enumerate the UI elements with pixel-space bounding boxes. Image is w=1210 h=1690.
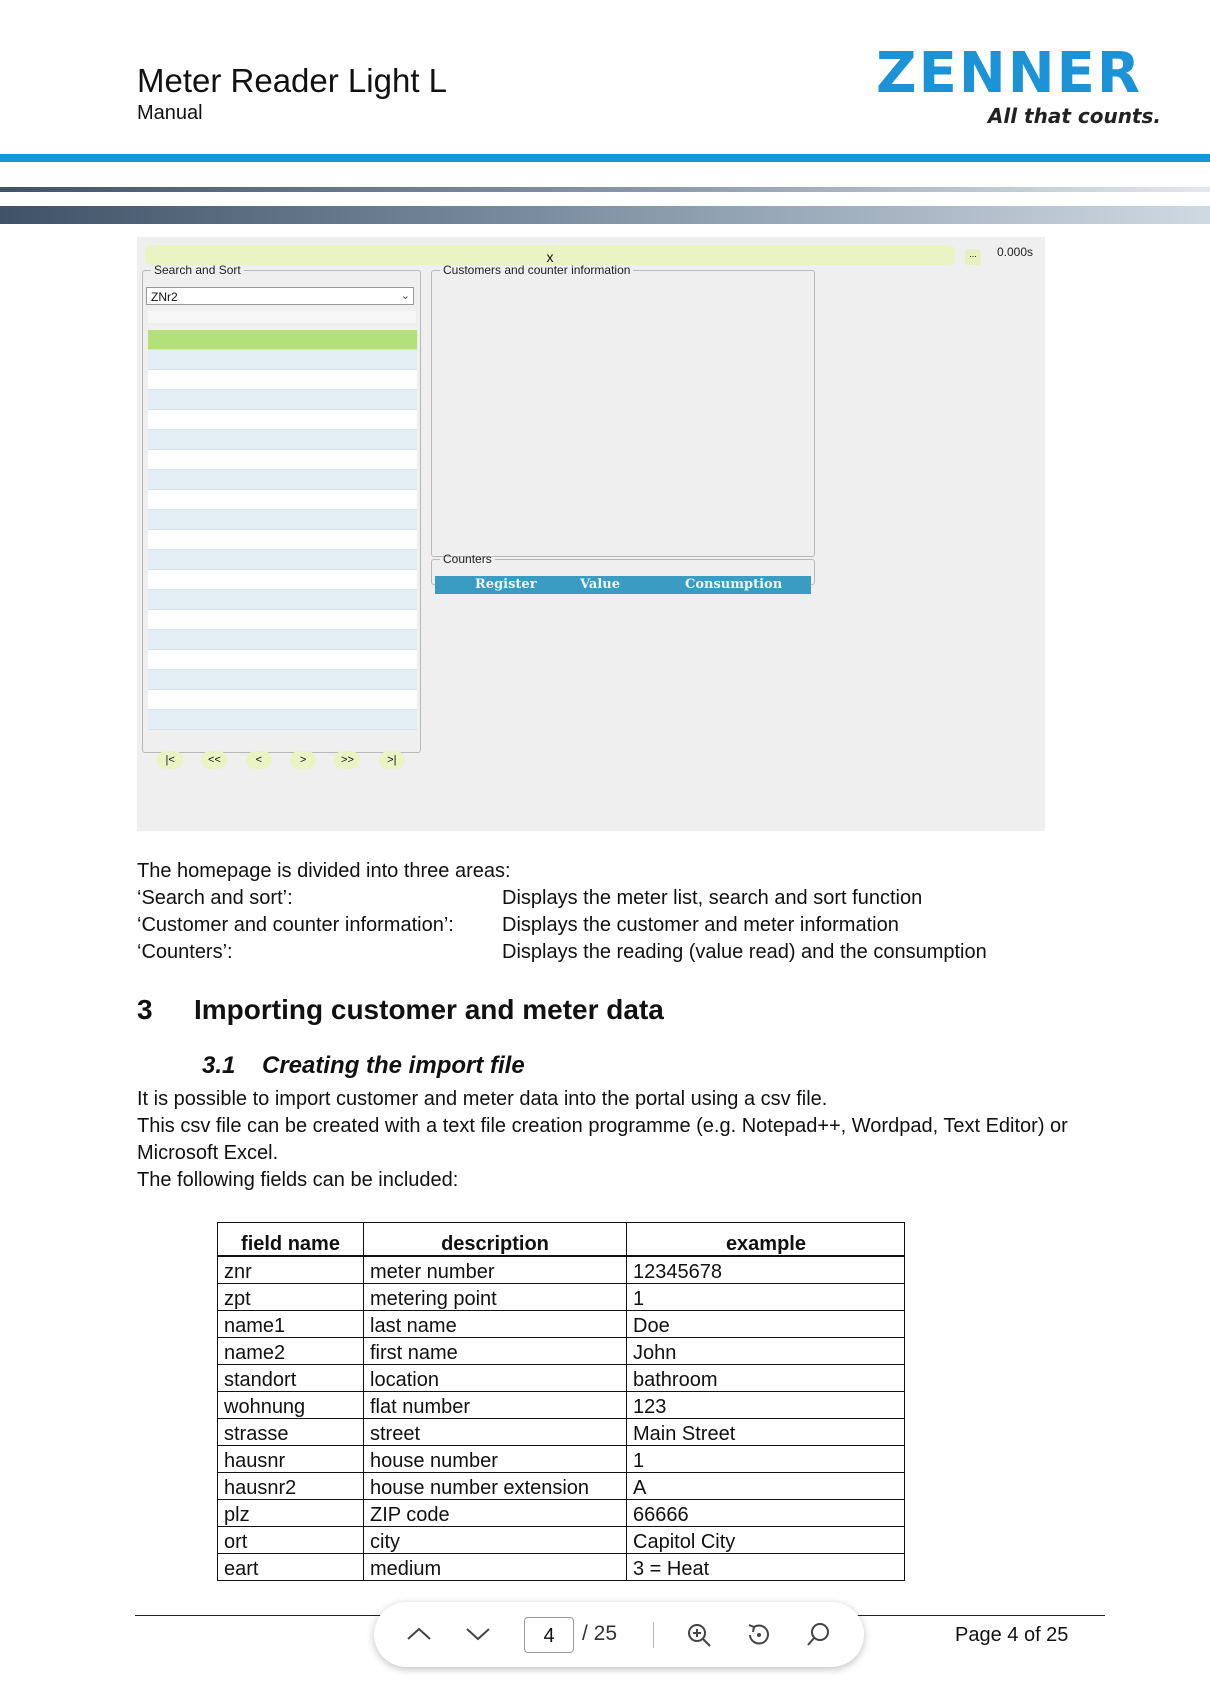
next-block-button[interactable]: >> [334, 751, 360, 769]
list-item[interactable] [148, 370, 417, 390]
paragraph: This csv file can be created with a text file creation programme (e.g. Notepad++, Wordpad, Text Editor) or [137, 1115, 1068, 1137]
section-heading [137, 994, 664, 1026]
zoom-in-icon[interactable] [685, 1622, 715, 1646]
list-item[interactable] [148, 610, 417, 630]
intro-text: The homepage is divided into three areas: [137, 860, 511, 882]
counters-header [435, 576, 811, 594]
area-name: ‘Search and sort’: [137, 887, 293, 909]
chevron-up-icon[interactable] [404, 1622, 434, 1646]
chevron-down-icon[interactable] [463, 1622, 493, 1646]
cell-example: A [627, 1473, 905, 1500]
cell-example: 12345678 [627, 1256, 905, 1284]
area-desc: Displays the customer and meter information [502, 914, 899, 936]
cell-description: location [364, 1365, 627, 1392]
subsection-number: 3.1 [202, 1052, 236, 1079]
customer-info-group [431, 263, 815, 557]
cell-example: 66666 [627, 1500, 905, 1527]
header-rule-gradient [0, 206, 1210, 224]
header-rule-blue [0, 154, 1210, 162]
more-button[interactable]: ... [965, 249, 981, 265]
area-name: ‘Customer and counter information’: [137, 914, 454, 936]
rotate-icon[interactable] [744, 1622, 774, 1646]
cell-field-name: eart [218, 1554, 364, 1581]
area-desc: Displays the meter list, search and sort function [502, 887, 923, 909]
cell-description: street [364, 1419, 627, 1446]
column-value[interactable]: Value [580, 577, 620, 592]
list-item[interactable] [148, 490, 417, 510]
cell-field-name: plz [218, 1500, 364, 1527]
table-row [218, 1473, 905, 1500]
cell-example: 1 [627, 1446, 905, 1473]
document-title: Meter Reader Light L [137, 62, 448, 99]
list-item[interactable] [148, 670, 417, 690]
list-item[interactable] [148, 550, 417, 570]
import-fields-table [217, 1222, 905, 1581]
table-row [218, 1554, 905, 1581]
paragraph: It is possible to import customer and meter data into the portal using a csv file. [137, 1088, 828, 1110]
cell-description: house number [364, 1446, 627, 1473]
counters-legend: Counters [443, 552, 492, 566]
document-subtitle: Manual [137, 102, 203, 124]
list-item[interactable] [148, 350, 417, 370]
search-sort-legend: Search and Sort [154, 263, 241, 277]
cell-example: Main Street [627, 1419, 905, 1446]
cell-description: first name [364, 1338, 627, 1365]
search-input[interactable] [148, 311, 416, 323]
cell-description: ZIP code [364, 1500, 627, 1527]
section-title: Importing customer and meter data [194, 994, 664, 1025]
cell-example: Capitol City [627, 1527, 905, 1554]
cell-field-name: name2 [218, 1338, 364, 1365]
cell-example: John [627, 1338, 905, 1365]
cell-example: 3 = Heat [627, 1554, 905, 1581]
cell-description: house number extension [364, 1473, 627, 1500]
cell-description: metering point [364, 1284, 627, 1311]
cell-example: bathroom [627, 1365, 905, 1392]
cell-field-name: ort [218, 1527, 364, 1554]
list-item-selected[interactable] [148, 330, 417, 350]
chevron-down-icon: ⌄ [400, 290, 410, 302]
cell-example: 123 [627, 1392, 905, 1419]
list-item[interactable] [148, 430, 417, 450]
last-page-button[interactable]: >| [379, 751, 405, 769]
prev-button[interactable]: < [246, 751, 272, 769]
header-example: example [627, 1223, 905, 1257]
cell-field-name: standort [218, 1365, 364, 1392]
list-item[interactable] [148, 710, 417, 730]
timer-readout: 0.000s [997, 245, 1034, 259]
paragraph: Microsoft Excel. [137, 1142, 279, 1164]
sort-select[interactable] [146, 287, 414, 305]
list-item[interactable] [148, 450, 417, 470]
list-item[interactable] [148, 410, 417, 430]
paragraph: The following fields can be included: [137, 1169, 459, 1191]
table-row [218, 1311, 905, 1338]
customer-info-legend: Customers and counter information [443, 263, 631, 277]
pdf-viewer-toolbar [374, 1602, 864, 1667]
list-pager [148, 751, 414, 769]
app-screenshot [137, 237, 1045, 831]
area-desc: Displays the reading (value read) and the consumption [502, 941, 987, 963]
cell-field-name: hausnr [218, 1446, 364, 1473]
first-page-button[interactable]: |< [157, 751, 183, 769]
table-row [218, 1284, 905, 1311]
search-icon[interactable] [804, 1622, 834, 1646]
cell-field-name: hausnr2 [218, 1473, 364, 1500]
cell-description: flat number [364, 1392, 627, 1419]
column-consumption[interactable]: Consumption [685, 577, 783, 592]
list-item[interactable] [148, 590, 417, 610]
list-item[interactable] [148, 570, 417, 590]
page-footer: Page 4 of 25 [955, 1624, 1069, 1646]
column-register[interactable]: Register [475, 577, 537, 592]
meter-list[interactable] [148, 330, 417, 730]
list-item[interactable] [148, 650, 417, 670]
cell-description: meter number [364, 1256, 627, 1284]
next-button[interactable]: > [290, 751, 316, 769]
header-rule-thin [0, 187, 1210, 192]
list-item[interactable] [148, 510, 417, 530]
cell-description: city [364, 1527, 627, 1554]
page-number-input[interactable]: 4 [524, 1617, 574, 1653]
zenner-logo [876, 41, 1161, 128]
toolbar-divider [653, 1622, 654, 1648]
cell-example: 1 [627, 1284, 905, 1311]
page-total: / 25 [582, 1622, 618, 1645]
table-row [218, 1338, 905, 1365]
subsection-title: Creating the import file [262, 1052, 525, 1079]
cell-field-name: wohnung [218, 1392, 364, 1419]
close-icon[interactable]: x [546, 249, 554, 265]
list-item[interactable] [148, 530, 417, 550]
prev-block-button[interactable]: << [201, 751, 227, 769]
table-row [218, 1527, 905, 1554]
list-item[interactable] [148, 390, 417, 410]
subsection-heading [202, 1052, 525, 1080]
list-item[interactable] [148, 470, 417, 490]
cell-field-name: name1 [218, 1311, 364, 1338]
table-header-row [218, 1223, 905, 1257]
header-field-name: field name [218, 1223, 364, 1257]
table-row [218, 1419, 905, 1446]
cell-field-name: strasse [218, 1419, 364, 1446]
table-row [218, 1446, 905, 1473]
logo-tagline: All that counts. [987, 104, 1161, 128]
table-row [218, 1392, 905, 1419]
header-description: description [364, 1223, 627, 1257]
cell-description: last name [364, 1311, 627, 1338]
table-row [218, 1500, 905, 1527]
list-item[interactable] [148, 630, 417, 650]
table-row [218, 1256, 905, 1284]
area-name: ‘Counters’: [137, 941, 233, 963]
section-number: 3 [137, 994, 153, 1025]
list-item[interactable] [148, 690, 417, 710]
cell-example: Doe [627, 1311, 905, 1338]
app-title-bar [145, 245, 955, 265]
logo-wordmark: ZENNER [876, 41, 1142, 106]
cell-field-name: zpt [218, 1284, 364, 1311]
cell-description: medium [364, 1554, 627, 1581]
table-row [218, 1365, 905, 1392]
sort-select-value: ZNr2 [151, 290, 178, 304]
cell-field-name: znr [218, 1256, 364, 1284]
